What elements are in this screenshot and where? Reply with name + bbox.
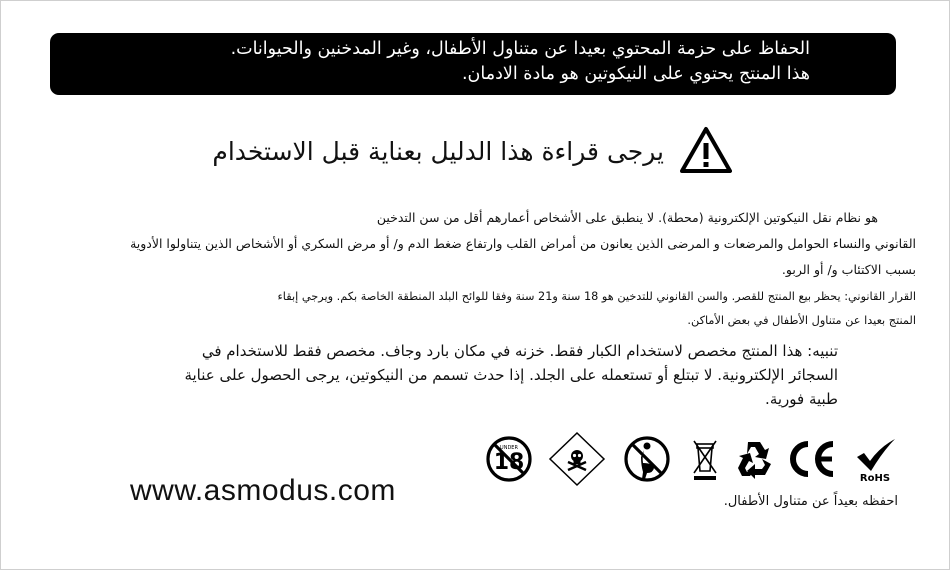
usage-paragraph (36, 205, 916, 283)
banner-line-1: الحفاظ على حزمة المحتوي بعيدا عن متناول الأطفال، وغير المدخنين والحيوانات. (230, 39, 810, 59)
manual-title: يرجى قراءة هذا الدليل بعناية قبل الاستخدام (212, 137, 664, 166)
usage-line-3: بسبب الاكتئاب و/ أو الربو. (781, 262, 916, 277)
caution-line-3: طبية فورية. (765, 390, 838, 408)
website-url: www.asmodus.com (130, 474, 396, 507)
rohs-check-icon (853, 435, 897, 483)
caution-line-2: السجائر الإلكترونية. لا تبتلع أو تستعمله على الجلد. إذا حدث تسمم من النيكوتين، يرجى الحصول على عناية (184, 366, 838, 384)
legal-line-1: القرار القانوني: يحظر بيع المنتج للقصر. والسن القانوني للتدخين هو 18 سنة و21 سنة وفقا للوائح البلد المنطقة الخاصة بكم. ويرجي إبقاء (277, 290, 916, 303)
under-text: UNDER (500, 445, 518, 451)
caution-line-1: تنبيه: هذا المنتج مخصص لاستخدام الكبار فقط. خزنه في مكان بارد وجاف. مخصص فقط للاستخدام في (201, 342, 838, 360)
keep-away-caption: احفظه بعيداً عن متناول الأطفال. (723, 494, 898, 509)
age-number: 18 (493, 450, 525, 475)
legal-paragraph (36, 285, 916, 333)
caution-paragraph (184, 339, 838, 411)
warning-banner (50, 33, 896, 95)
legal-line-2: المنتج بعيدا عن متناول الأطفال في بعض الأماكن. (687, 314, 916, 327)
banner-line-2: هذا المنتج يحتوي على النيكوتين هو مادة الادمان. (461, 64, 810, 84)
ce-mark-icon (785, 437, 839, 481)
toxic-skull-icon (547, 431, 607, 487)
usage-line-2: القانوني والنساء الحوامل والمرضعات و المرضى الذين يعانون من أمراض القلب وارتفاع ضغط الدم و/ أو مرض السكري أو الأشخاص الذين يتناولوا الأدوية (130, 236, 916, 251)
rohs-text: RoHS (859, 473, 891, 483)
crossed-bin-icon (691, 435, 719, 483)
under-18-icon (485, 435, 533, 483)
compliance-icons (485, 435, 900, 490)
no-pregnant-icon (623, 435, 671, 483)
usage-line-1: هو نظام نقل النيكوتين الإلكترونية (محطة). لا ينطبق على الأشخاص أعمارهم أقل من سن التدخين (376, 210, 878, 225)
warning-triangle-icon (680, 126, 732, 174)
recycle-icon (733, 438, 775, 480)
title-row (200, 126, 740, 176)
